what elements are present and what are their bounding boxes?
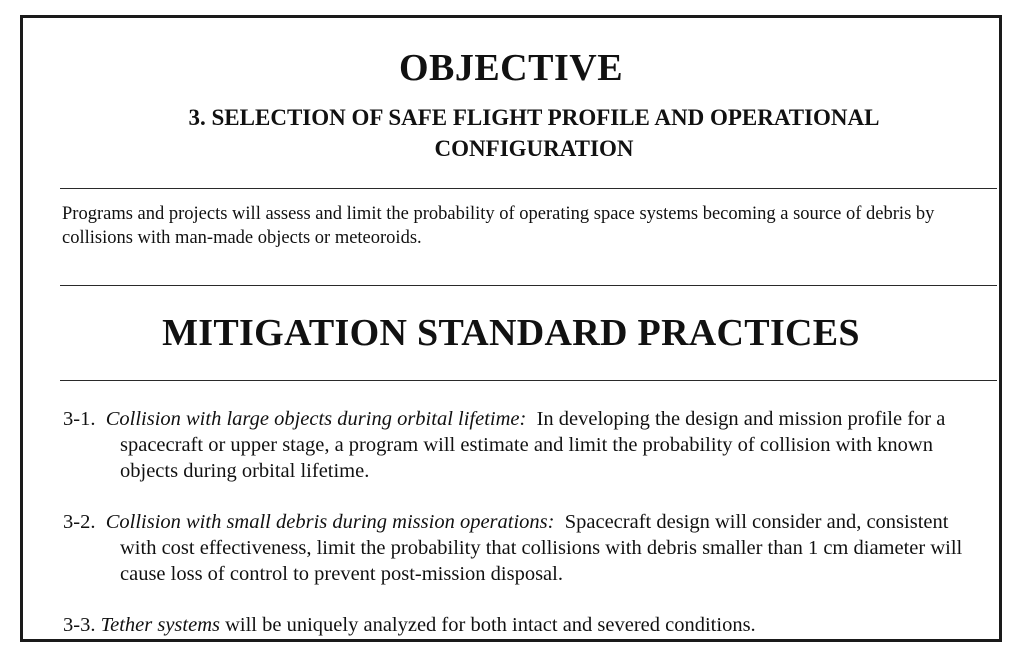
divider-line — [60, 285, 997, 286]
practice-number: 3-3. — [63, 614, 96, 636]
practice-number: 3-2. — [63, 511, 96, 533]
practice-number: 3-1. — [63, 408, 96, 430]
practice-item — [63, 406, 983, 484]
practice-text: Spacecraft design will consider and, consistent with cost effectiveness, limit the probability that collisions with debris smaller than 1 cm diameter will cause loss of control to prevent post-mission disposal. — [120, 511, 963, 585]
document-frame — [20, 15, 1002, 642]
objective-subtitle: 3. SELECTION OF SAFE FLIGHT PROFILE AND OPERATIONAL CONFIGURATION — [188, 105, 880, 161]
divider-line — [60, 380, 997, 381]
practice-item — [63, 509, 983, 587]
practice-topic: Collision with small debris during mission operations: — [105, 511, 555, 533]
objective-text: Programs and projects will assess and limit the probability of operating space systems becoming a source of debris by collisions with man-made objects or meteoroids. — [62, 204, 935, 248]
objective-title: OBJECTIVE — [398, 47, 624, 89]
divider-line — [60, 188, 997, 189]
practice-text: In developing the design and mission profile for a spacecraft or upper stage, a program will estimate and limit the probability of collision with known objects during orbital lifetime. — [120, 408, 946, 482]
mitigation-title: MITIGATION STANDARD PRACTICES — [162, 312, 860, 354]
practice-topic: Tether systems — [100, 614, 220, 636]
practice-topic: Collision with large objects during orbital lifetime: — [105, 408, 527, 430]
practice-text: will be uniquely analyzed for both intact and severed conditions. — [225, 614, 756, 636]
practice-item — [63, 612, 983, 638]
